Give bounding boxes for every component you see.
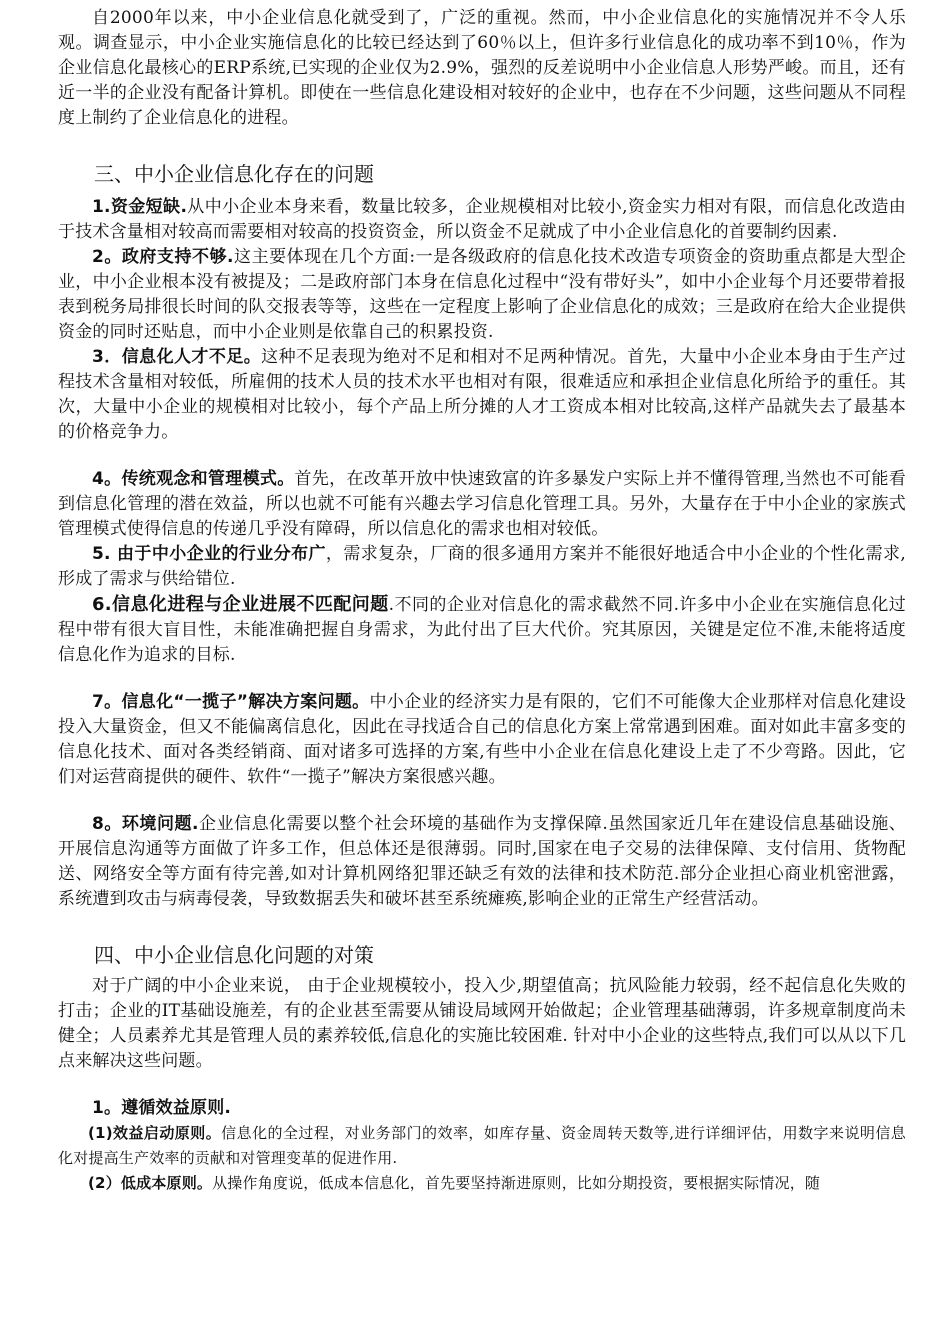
problem-text-6: .不同的企业对信息化的需求截然不同.许多中小企业在实施信息化过程中带有很大盲目性，未能准确把握自身需求，为此付出了巨大代价。究其原因，关键是定位不准,未能将适度信息化作为追求的目标. [58, 595, 906, 665]
problem-item-5 [58, 542, 906, 592]
problem-lead-2: 2。政府支持不够. [92, 247, 234, 267]
problem-item-6 [58, 592, 906, 668]
problem-text-7: 中小企业的经济实力是有限的，它们不可能像大企业那样对信息化建设投入大量资金，但又不能偏离信息化，因此在寻找适合自己的信息化方案上常常遇到困难。面对如此丰富多变的信息化技术、面对各类经销商、面对诸多可选择的方案,有些中小企业在信息化建设上走了不少弯路。因此，它们对运营商提供的硬件、软件“一揽子”解决方案很感兴趣。 [58, 692, 906, 787]
principle-subitem-2 [58, 1171, 906, 1196]
principle-subitem-1 [58, 1121, 906, 1171]
principle-heading [58, 1096, 906, 1121]
principle-subitem-lead-1: (1)效益启动原则。 [88, 1124, 222, 1142]
problem-lead-6: 6.信息化进程与企业进展不匹配问题 [92, 594, 389, 615]
countermeasures-intro: 对于广阔的中小企业来说， 由于企业规模较小，投入少,期望值高；抗风险能力较弱，经不起信息化失败的打击；企业的IT基础设施差，有的企业甚至需要从铺设局域网开始做起；企业管理基础薄弱，许多规章制度尚未健全；人员素养尤其是管理人员的素养较低,信息化的实施比较困难. 针对中小企业的这些特点,我们可以从以下几点来解决这些问题。 [58, 976, 907, 1071]
problem-lead-3: 3．信息化人才不足。 [92, 347, 262, 367]
problem-text-8: 企业信息化需要以整个社会环境的基础作为支撑保障.虽然国家近几年在建设信息基础设施、开展信息沟通等方面做了许多工作，但总体还是很薄弱。同时,国家在电子交易的法律保障、支付信用、货物配送、网络安全等方面有待完善,如对计算机网络犯罪还缺乏有效的法律和技术防范.部分企业担心商业机密泄露，系统遭到攻击与病毒侵袭，导致数据丢失和破坏甚至系统瘫痪,影响企业的正常生产经营活动。 [58, 814, 907, 909]
problem-lead-4: 4。传统观念和管理模式。 [92, 469, 295, 489]
section-heading-problems: 三、中小企业信息化存在的问题 [94, 162, 374, 186]
principle-heading-text: 1。遵循效益原则. [92, 1098, 232, 1118]
section-heading-countermeasures: 四、中小企业信息化问题的对策 [94, 943, 374, 967]
problem-item-1 [58, 195, 906, 245]
problem-item-2 [58, 245, 906, 345]
problem-lead-7: 7。信息化“一揽子”解决方案问题。 [92, 692, 370, 712]
problem-text-3: 这种不足表现为绝对不足和相对不足两种情况。首先，大量中小企业本身由于生产过程技术含量相对较低，所雇佣的技术人员的技术水平也相对有限，很难适应和承担企业信息化所给予的重任。其次，大量中小企业的规模相对比较小，每个产品上所分摊的人才工资成本相对比较高,这样产品就失去了最基本的价格竞争力。 [58, 347, 906, 442]
problem-item-8 [58, 812, 906, 912]
problem-lead-5: 5. 由于中小企业的行业分布广 [92, 544, 326, 564]
document-page [58, 6, 906, 1196]
problem-text-2: 这主要体现在几个方面:一是各级政府的信息化技术改造专项资金的资助重点都是大型企业，中小企业根本没有被提及；二是政府部门本身在信息化过程中“没有带好头”，如中小企业每个月还要带着报表到税务局排很长时间的队交报表等等，这些在一定程度上影响了企业信息化的成效；三是政府在给大企业提供资金的同时还贴息，而中小企业则是依靠自己的积累投资. [58, 247, 907, 342]
principle-subitem-text-2: 从操作角度说，低成本信息化，首先要坚持渐进原则，比如分期投资，要根据实际情况，随 [212, 1174, 821, 1192]
principle-subitem-lead-2: (2）低成本原则。 [88, 1174, 213, 1192]
intro-paragraph: 自2000年以来，中小企业信息化就受到了，广泛的重视。然而，中小企业信息化的实施情况并不令人乐观。调查显示，中小企业实施信息化的比较已经达到了60％以上，但许多行业信息化的成功率不到10％，作为企业信息化最核心的ERP系统,已实现的企业仅为2.9%，强烈的反差说明中小企业信息人形势严峻。而且，还有近一半的企业没有配备计算机。即使在一些信息化建设相对较好的企业中，也存在不少问题，这些问题从不同程度上制约了企业信息化的进程。 [58, 8, 906, 128]
problem-text-1: 从中小企业本身来看，数量比较多，企业规模相对比较小,资金实力相对有限，而信息化改造由于技术含量相对较高而需要相对较高的投资资金，所以资金不足就成了中小企业信息化的首要制约因素. [58, 197, 906, 242]
problem-lead-1: 1.资金短缺. [92, 197, 188, 217]
problem-text-4: 首先，在改革开放中快速致富的许多暴发户实际上并不懂得管理,当然也不可能看到信息化管理的潜在效益，所以也就不可能有兴趣去学习信息化管理工具。另外，大量存在于中小企业的家族式管理模式使得信息的传递几乎没有障碍，所以信息化的需求也相对较低。 [58, 469, 906, 539]
problem-lead-8: 8。环境问题. [92, 814, 199, 834]
problem-item-7 [58, 690, 906, 790]
problem-item-3 [58, 345, 906, 445]
principle-subitem-text-1: 信息化的全过程，对业务部门的效率，如库存量、资金周转天数等,进行详细评估，用数字来说明信息化对提高生产效率的贡献和对管理变革的促进作用. [58, 1124, 906, 1167]
problem-text-5: ，需求复杂，厂商的很多通用方案并不能很好地适合中小企业的个性化需求,形成了需求与供给错位. [58, 544, 906, 589]
problem-item-4 [58, 467, 906, 542]
